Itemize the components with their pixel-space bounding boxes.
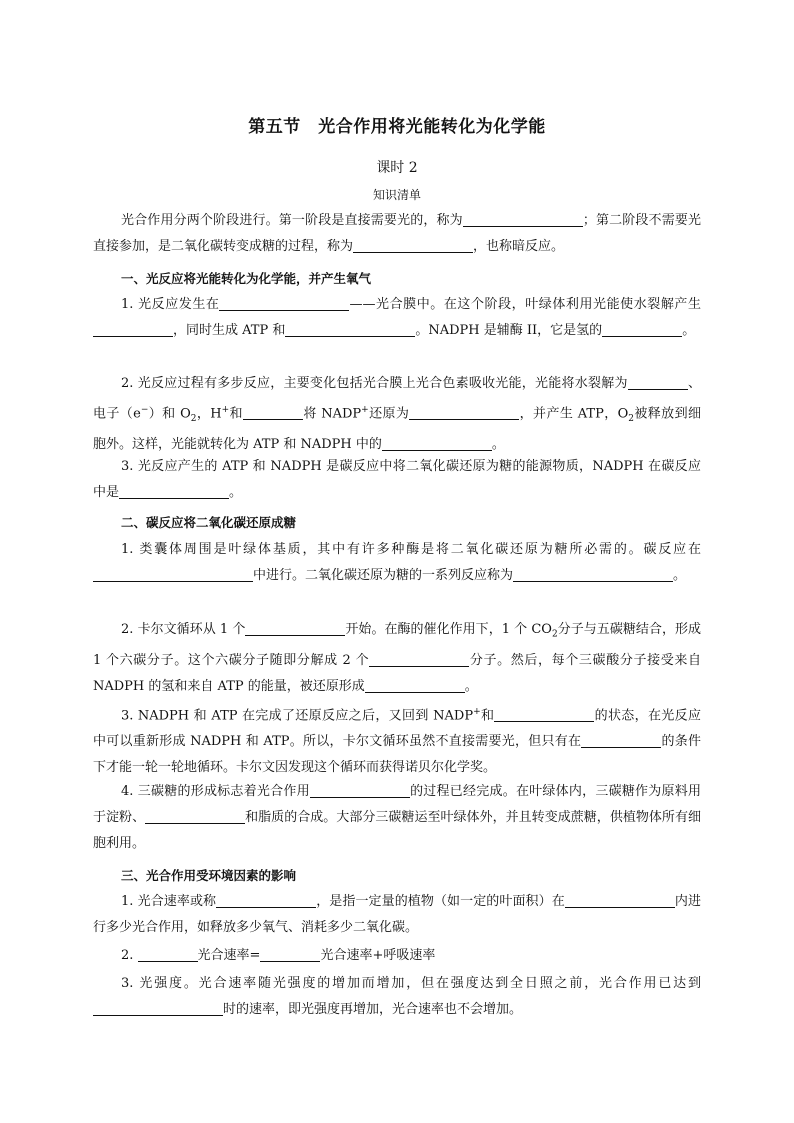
- answer-blank[interactable]: [581, 733, 661, 748]
- answer-blank[interactable]: [494, 707, 594, 722]
- paragraph-1-2: 2. 光反应过程有多步反应，主要变化包括光合膜上光合色素吸收光能，光能将水裂解为 、电子（e−）和 $O_2$，H+和 将 NADP+还原为 ，并产生 ATP，$O_2$被释放到细胞外。这样，光能就转化为 ATP 和 NADPH 中的 。: [93, 376, 701, 452]
- paragraph-2-1: 1. 类囊体周围是叶绿体基质，其中有许多种酶是将二氧化碳还原为糖所必需的。碳反应在中进行。二氧化碳还原为糖的一系列反应称为 。: [93, 537, 701, 589]
- answer-blank[interactable]: [93, 1001, 223, 1016]
- section-heading-2: 二、碳反应将二氧化碳还原成糖: [121, 515, 297, 530]
- paragraph-1-3: 3. 光反应产生的 ATP 和 NADPH 是碳反应中将二氧化碳还原为糖的能源物质，NADPH 在碳反应中是 。: [93, 459, 701, 500]
- paragraph-3-1: 1. 光合速率或称 ，是指一定量的植物（如一定的叶面积）在 内进行多少光合作用，如释放多少氧气、消耗多少二氧化碳。: [93, 894, 701, 935]
- paragraph-2-3: 3. NADPH 和 ATP 在完成了还原反应之后，又回到 NADP+和 的状态，在光反应中可以重新形成 NADPH 和 ATP。所以，卡尔文循环虽然不直接需要光，但只有在 的条件下才能一轮一轮地循环。卡尔文因发现这个循环而获得诺贝尔化学奖。: [93, 707, 701, 776]
- section-label: 知识清单: [372, 188, 421, 202]
- answer-blank[interactable]: [513, 567, 673, 582]
- answer-blank[interactable]: [216, 893, 316, 908]
- answer-blank[interactable]: [565, 893, 675, 908]
- answer-blank[interactable]: [628, 375, 688, 390]
- answer-blank[interactable]: [353, 238, 473, 253]
- answer-blank[interactable]: [243, 405, 303, 420]
- answer-blank[interactable]: [145, 809, 245, 824]
- section-heading-3: 三、光合作用受环境因素的影响: [121, 868, 297, 883]
- answer-blank[interactable]: [119, 484, 229, 499]
- answer-blank[interactable]: [93, 322, 173, 337]
- answer-blank[interactable]: [369, 652, 469, 667]
- answer-blank[interactable]: [285, 322, 415, 337]
- paragraph-1-1: 1. 光反应发生在 ——光合膜中。在这个阶段，叶绿体利用光能使水裂解产生，同时生成 ATP 和 。NADPH 是辅酶 II，它是氢的 。: [93, 292, 701, 344]
- intro-paragraph: 光合作用分两个阶段进行。第一阶段是直接需要光的，称为 ；第二阶段不需要光直接参加，是二氧化碳转变成糖的过程，称为 ，也称暗反应。: [93, 213, 701, 254]
- answer-blank[interactable]: [382, 436, 492, 451]
- paragraph-3-2: 2. 光合速率= 光合速率+呼吸速率: [121, 948, 436, 963]
- paragraph-2-4: 4. 三碳糖的形成标志着光合作用 的过程已经完成。在叶绿体内，三碳糖作为原料用于淀粉、 和脂质的合成。大部分三碳糖运至叶绿体外，并且转变成蔗糖，供植物体所有细胞利用。: [93, 784, 701, 851]
- answer-blank[interactable]: [245, 621, 345, 636]
- answer-blank[interactable]: [365, 678, 465, 693]
- answer-blank[interactable]: [602, 322, 682, 337]
- answer-blank[interactable]: [219, 296, 349, 311]
- answer-blank[interactable]: [463, 212, 583, 227]
- lesson-subtitle: 课时 2: [376, 160, 418, 176]
- answer-blank[interactable]: [93, 567, 253, 582]
- paragraph-2-2: 2. 卡尔文循环从 1 个 开始。在酶的催化作用下，1 个 $CO_2$分子与五碳糖结合，形成 1 个六碳分子。这个六碳分子随即分解成 2 个 分子。然后，每个三碳酸分子接受来自 NADPH 的氢和来自 ATP 的能量，被还原形成 。: [93, 622, 701, 694]
- answer-blank[interactable]: [310, 783, 410, 798]
- section-heading-1: 一、光反应将光能转化为化学能，并产生氧气: [121, 271, 372, 286]
- paragraph-3-3: 3. 光强度。光合速率随光强度的增加而增加，但在强度达到全日照之前，光合作用已达到时的速率，即光强度再增加，光合速率也不会增加。: [93, 971, 701, 1023]
- page-title: 第五节 光合作用将光能转化为化学能: [248, 117, 546, 137]
- answer-blank[interactable]: [409, 405, 519, 420]
- answer-blank[interactable]: [138, 947, 198, 962]
- answer-blank[interactable]: [260, 947, 320, 962]
